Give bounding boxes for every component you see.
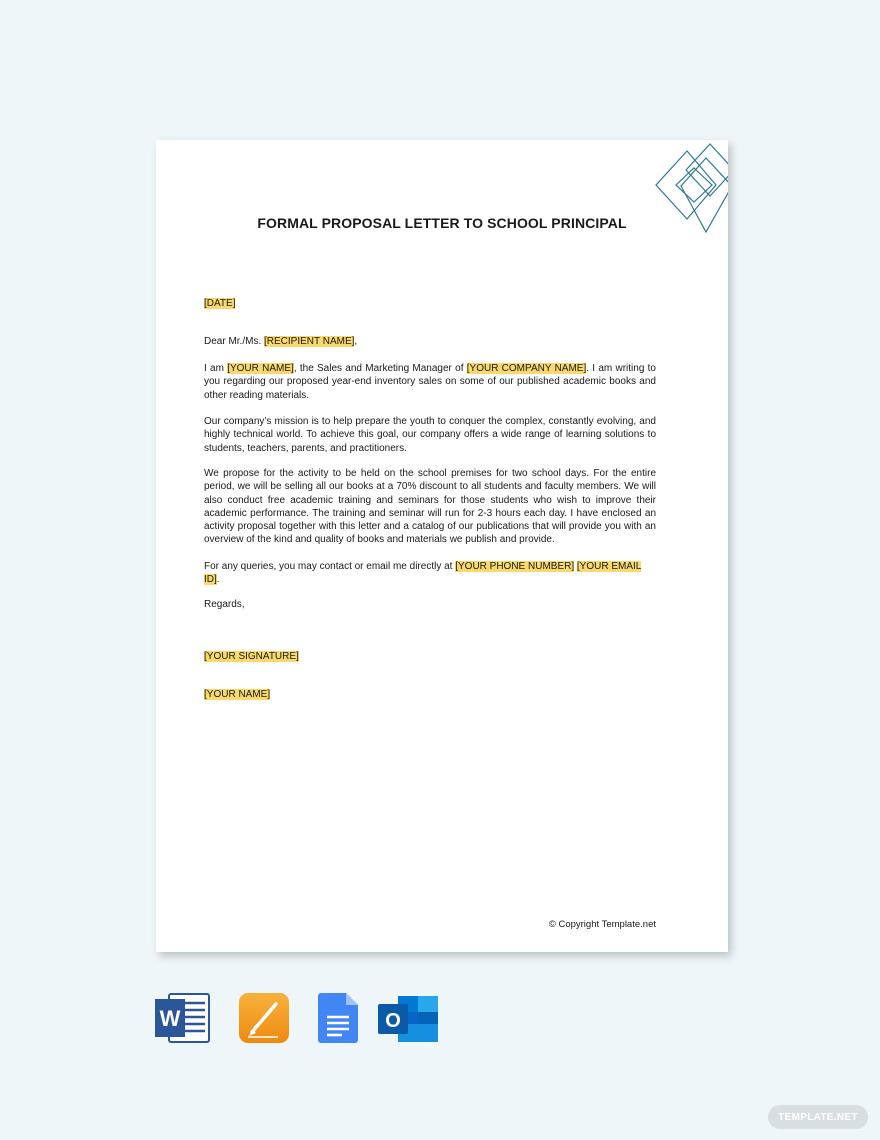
email-id-placeholder: [YOUR EMAIL ID] bbox=[204, 561, 642, 586]
microsoft-outlook-icon[interactable] bbox=[378, 994, 440, 1049]
apple-pages-icon[interactable] bbox=[238, 993, 290, 1048]
svg-text:W: W bbox=[159, 1006, 181, 1031]
signature-line bbox=[204, 650, 656, 663]
document-title: FORMAL PROPOSAL LETTER TO SCHOOL PRINCIPAL bbox=[257, 215, 627, 231]
google-docs-icon[interactable] bbox=[318, 993, 358, 1048]
intro-text-2: , the Sales and Marketing Manager of bbox=[293, 363, 467, 374]
salutation-suffix: , bbox=[354, 336, 358, 347]
signature-placeholder: [YOUR SIGNATURE] bbox=[204, 651, 299, 662]
recipient-name-placeholder: [RECIPIENT NAME] bbox=[264, 336, 355, 347]
salutation bbox=[204, 335, 656, 348]
name-placeholder: [YOUR NAME] bbox=[204, 689, 271, 700]
date-line bbox=[204, 297, 656, 310]
svg-text:O: O bbox=[385, 1010, 401, 1032]
company-name-placeholder: [YOUR COMPANY NAME] bbox=[466, 363, 587, 374]
your-name-placeholder: [YOUR NAME] bbox=[227, 363, 294, 374]
intro-text-1: I am bbox=[204, 363, 228, 374]
proposal-paragraph: We propose for the activity to be held on the school premises for two school days. For the entire period, we will be selling all our books at a 70% discount to all students and faculty members. We will also conduct free academic training and seminars for those students who wish to improve their academic performance. The training and seminar will run for 2-3 hours each day. I have enclosed an activity proposal together with this letter and a catalog of our publications that will provide you with an overview of the kind and quality of books and materials we publish and provide. bbox=[204, 468, 656, 546]
date-placeholder: [DATE] bbox=[204, 298, 236, 309]
copyright-text: © Copyright Template.net bbox=[548, 919, 656, 930]
intro-paragraph bbox=[204, 362, 656, 402]
contact-suffix: . bbox=[216, 574, 220, 586]
microsoft-word-icon[interactable] bbox=[155, 993, 211, 1048]
intro-text-3: . I am writing to you regarding our proposed year-end inventory sales on some of our published academic books and other reading materials. bbox=[204, 363, 656, 401]
mission-paragraph: Our company’s mission is to help prepare the youth to conquer the complex, constantly evolving, and highly technical world. To achieve this goal, our company offers a wide range of learning solutions to students, teachers, parents, and practitioners. bbox=[204, 416, 656, 454]
salutation-prefix: Dear Mr./Ms. bbox=[204, 336, 265, 347]
name-line bbox=[204, 688, 656, 701]
phone-number-placeholder: [YOUR PHONE NUMBER] bbox=[455, 561, 575, 572]
contact-line bbox=[204, 560, 656, 587]
letter-page bbox=[156, 140, 728, 952]
closing: Regards, bbox=[204, 599, 245, 610]
template-net-watermark: TEMPLATE.NET bbox=[768, 1105, 868, 1129]
contact-prefix: For any queries, you may contact or email me directly at bbox=[204, 561, 456, 572]
